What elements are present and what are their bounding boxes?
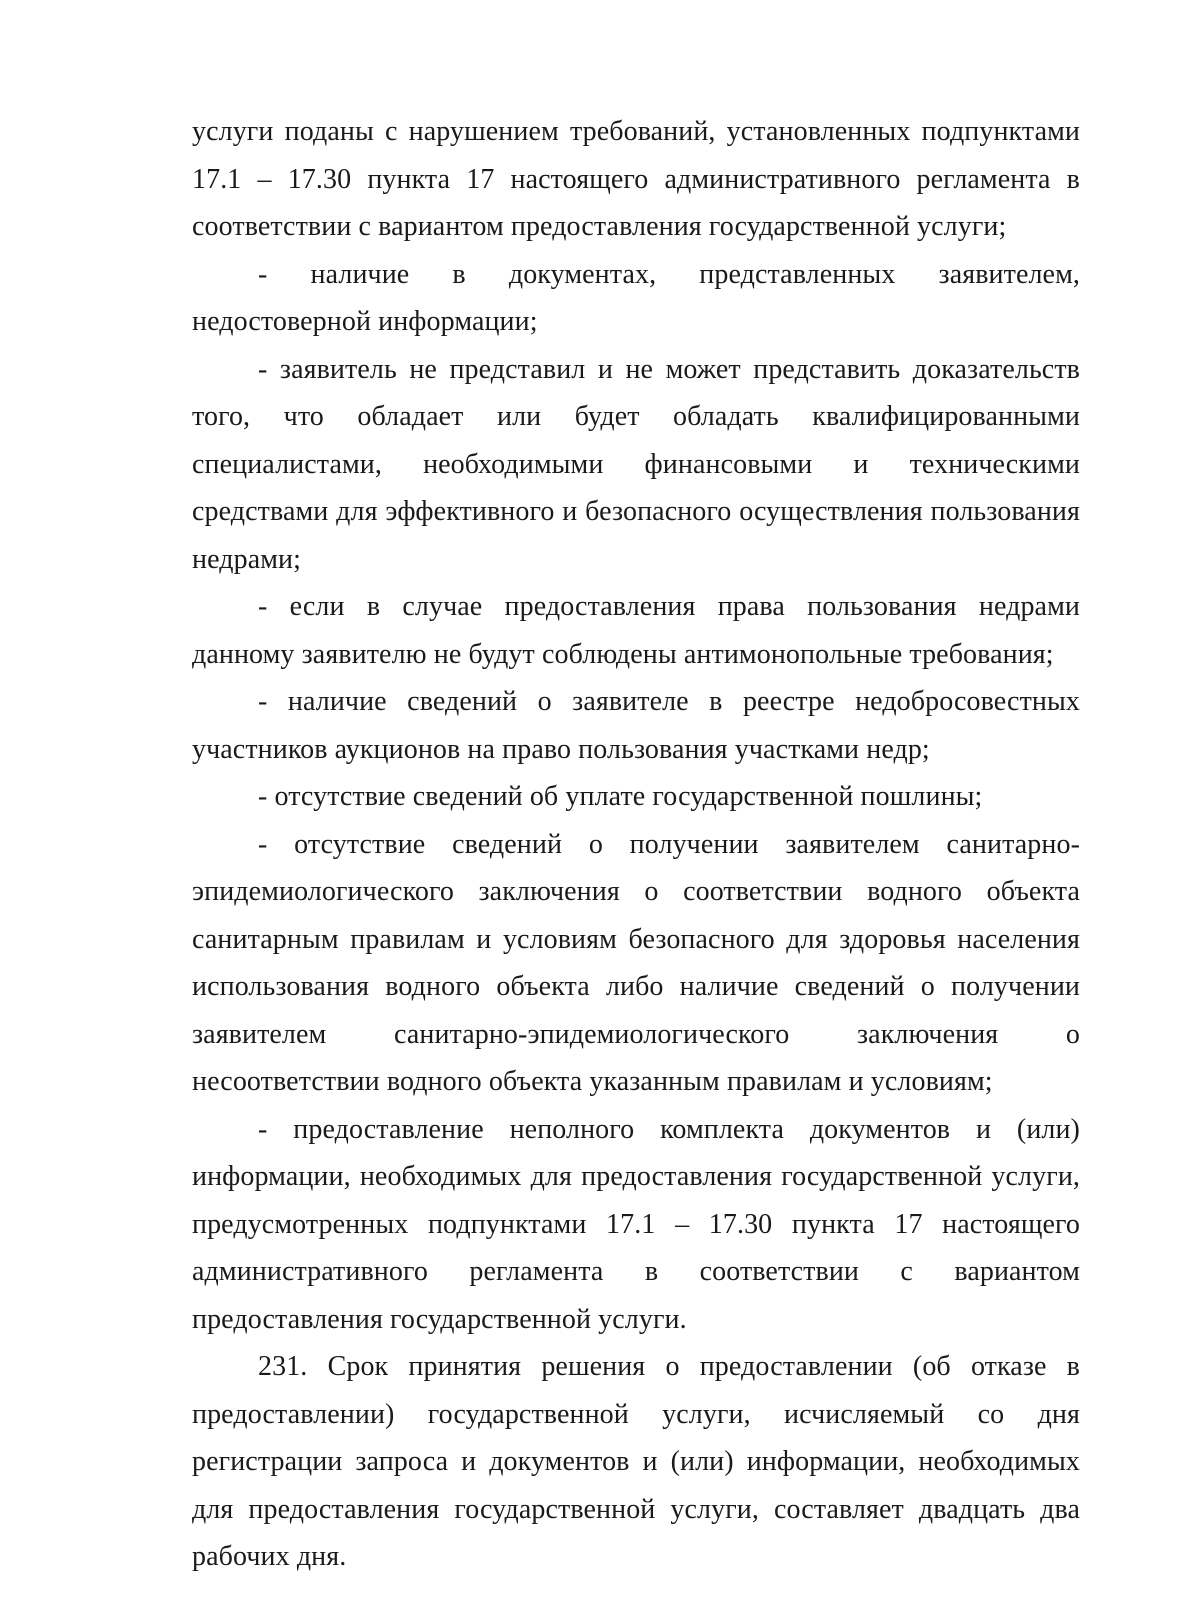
paragraph-antimonopoly: - если в случае предоставления права пользования недрами данному заявителю не будут соблюдены антимонопольные требования; bbox=[192, 591, 1080, 670]
paragraph-sanitary: - отсутствие сведений о получении заявителем санитарно-эпидемиологического заключения о соответствии водного объекта санитарным правилам и условиям безопасного для здоровья населения использования водного объекта либо наличие сведений о получении заявителем санитарно-эпидемиологического заключения о несоответствии водного объекта указанным правилам и условиям; bbox=[192, 828, 1080, 1097]
paragraph-231-deadline: 231. Срок принятия решения о предоставлении (об отказе в предоставлении) государственной услуги, исчисляемый со дня регистрации запроса и документов и (или) информации, необходимых для предоставления государственной услуги, составляет двадцать два рабочих дня. bbox=[192, 1351, 1080, 1572]
paragraph-incomplete-docs: - предоставление неполного комплекта документов и (или) информации, необходимых для предоставления государственной услуги, предусмотренных подпунктами 17.1 – 17.30 пункта 17 настоящего административного регламента в соответствии с вариантом предоставления государственной услуги. bbox=[192, 1113, 1080, 1335]
document-body bbox=[192, 108, 1080, 1581]
paragraph-fee: - отсутствие сведений об уплате государственной пошлины; bbox=[258, 781, 983, 812]
paragraph-registry: - наличие сведений о заявителе в реестре недобросовестных участников аукционов на право пользования участками недр; bbox=[192, 686, 1080, 765]
paragraph-continuation: услуги поданы с нарушением требований, установленных подпунктами 17.1 – 17.30 пункта 17 настоящего административного регламента в соответствии с вариантом предоставления государственной услуги; bbox=[192, 116, 1080, 242]
paragraph-no-evidence: - заявитель не представил и не может представить доказательств того, что обладает или будет обладать квалифицированными специалистами, необходимыми финансовыми и техническими средствами для эффективного и безопасного осуществления пользования недрами; bbox=[192, 353, 1080, 575]
paragraph-unreliable-info: - наличие в документах, представленных заявителем, недостоверной информации; bbox=[192, 258, 1080, 337]
